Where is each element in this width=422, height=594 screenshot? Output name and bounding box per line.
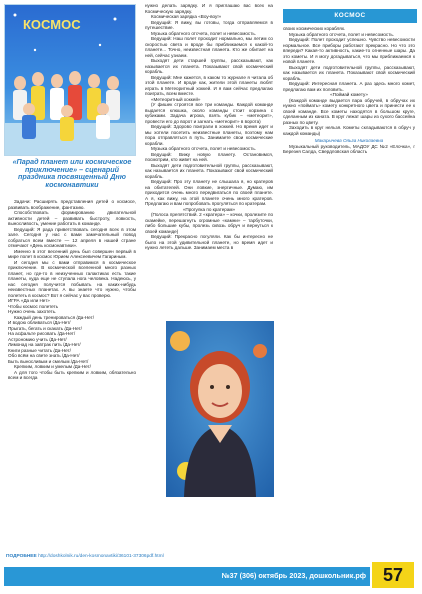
paragraph: Выходят дети подготовительной группы, рассказывают, как называется их планета. Показывают свой космический корабль. (145, 162, 273, 179)
paragraph: Лимонад на завтрак пить /Да-Нет/ (8, 342, 81, 347)
author-portrait-photo (166, 321, 274, 497)
paragraph: И водою обливаться /Да-Нет/ (8, 320, 71, 325)
paragraph: Ведущий: Наш полет проходит нормально, мы летим со скоростью света и вроде бы приближаемся к какой-то планете... Точно, неизвестная планета. Кто же обитает на ней, сейчас узнаем. (145, 36, 273, 58)
column-2 (145, 3, 273, 251)
paragraph: Выходят дети старшей группы, рассказывают, как называется их планета. Показывают свой космический корабль. (145, 58, 273, 74)
paragraph: Задачи: Расширять представления детей о космосе, развивать воображение, фантазию. (8, 199, 136, 210)
paragraph: Книги разные читать /Да-Нет/ (8, 347, 71, 353)
children-costume-photo (4, 4, 136, 156)
paragraph: Ведущий: Вижу новую планету. Остановимся, посмотрим, кто живет на ней. (145, 151, 273, 162)
paragraph: Ведущий: Здорово поиграли в хоккей. Но время идет и мы хотели посетить неизвестные планеты, поэтому нам пора отправляться в путь. Занимаете свои космические корабли. (145, 124, 273, 146)
paragraph: Музыкальный руководитель, МАДОУ ДС №2 «Елочка», г Березня Салда, Свердловская область (283, 143, 415, 154)
paragraph: нужно делать зарядку. И я приглашаю вас всех на Космическую зарядку. (145, 3, 273, 14)
paragraph: А для того чтобы быть крепким и ловким, обязательно всем и всегда (8, 369, 136, 380)
paragraph: Каждый день тренироваться /Да-Нет/ (14, 314, 94, 320)
paragraph: (Полоса препятствий. 2 «кратера» – кочки, пролезите по скамейке, перешагнуть огромные «камни» – тарбуточки, либо большие кубы, пролезь сквозь обруч и вернуться к своей команде) (145, 212, 273, 234)
paragraph: Чтобы космос полететь (8, 303, 59, 309)
paragraph: «Прогулка по кратерам» (182, 206, 236, 212)
paragraph: Выходят дети подготовительной группы, рассказывают, как называется их планета. Показывают свой космический корабль. (283, 64, 415, 81)
paragraph: (Каждой команде выдается пара обручей, в обручах их нужно «поймать» комету конкретного цвета и принести ее к своей команде. Все кометы находятся в большом круге, сделанным из каната. В круг лежат шары из сухого бассейна разных по цвету. (283, 97, 415, 125)
paragraph: Ведущий: Прекрасно погуляли. Как бы интересно не было на этой удивительной планете, но время идет и нужно лететь дальше. Занимаем места в (145, 234, 273, 250)
paragraph: Музыка обратного отсчета, полет и невесомость. (289, 31, 394, 37)
paragraph: Космическая зарядка «Воу-воу!» (151, 14, 222, 19)
paragraph: ИГРА «Да или Нет» (8, 298, 50, 303)
section-banner: КОСМОС (283, 9, 417, 23)
paragraph: Быть выносливым и смелым /Да-Нет/ (8, 358, 89, 364)
paragraph: Макарычева Ольга Николаевна (314, 138, 384, 143)
paragraph: Прыгать, бегать и скакать /Да-Нет/ (8, 325, 82, 331)
footer-label: ПОДРОБНЕЕ (6, 554, 37, 559)
paragraph: Ведущий: Полет проходит успешно. Чувство невесомости нормальное. Все приборы работают прекрасно. Но что это впереди? Какая-то активность, какие-то огненные шары. Да это кометы. И я могу догадываться, что мы приближаемся к новой планете. (283, 37, 415, 64)
paragraph: Ведущий: Про эту планету не слышала я, но кратеров на обитателей. Они ловкие, энергичные. Думаю, им приходится очень много передвигаться по своей планете. А я, как вижу, на этой планете очень много кратеров. Предлагаю и вам попробовать прогуляться по кратерам. (145, 179, 273, 206)
paragraph: Ведущий: Интересная планета. А раз здесь много комет, предлагаю вам их половить. (283, 81, 415, 92)
paragraph: Нужно очень захотеть. (8, 309, 57, 314)
paragraph: своих космических кораблях. (283, 26, 346, 31)
paragraph: Обо всём на свете знать /Да-Нет/ (8, 353, 80, 358)
article-title: «Парад планет или космическое приключение» – сценарий праздника посвященный Дню космонавтики (12, 157, 132, 189)
paragraph: Способствовать формированию двигательной активности детей – развивать быстроту, ловкость, выносливость, умение работать в команде. (8, 210, 136, 226)
paragraph: «Метеоритный хоккей» (151, 96, 201, 102)
paragraph: Ведущий: Я рада приветствовать сегодня всех в этом зале. Сегодня у нас с вами замечательный повод собраться всем вместе — 12 апреля в нашей стране отмечают «День космонавтики». (8, 226, 136, 248)
paragraph: Заходить в круг нельзя. Кометы складываются в обруч у каждой команды) (283, 125, 415, 136)
paragraph: Именно в этот весенний день был совершен первый в мире полет в космос Юрием Алексеевичем Гагариным. (8, 248, 136, 259)
svg-text:КОСМОС: КОСМОС (23, 17, 81, 32)
paragraph: (У фишек строятся все три команды. Каждой команде выдается клюшка, около команды стоит корзина с кубиками. Задача игрока, взять кубик – «метеорит», провести его до ворот и загнать «метеорит» в ворота) (145, 102, 273, 124)
paragraph: И сегодня мы с вами отправимся в космическое приключение. В космической вселенной много разных планет, но где-то в неизученных галактиках есть такие планеты, куда еще не ступала нога человека. Надеюсь, у нас сегодня получится побывать на каких-нибудь неизвестных планетах. А вы знаете что нужно, чтобы полететь в космос? Вот я сейчас у вас проверю. (8, 259, 136, 298)
paragraph: Ведущий: Я вижу, вы готовы, тогда отправляемся в путешествие. (145, 19, 273, 30)
column-3 (283, 26, 415, 155)
paragraph: «Поймай комету» (330, 92, 368, 97)
column-1 (8, 199, 136, 381)
footer-url[interactable]: http://doshkolnik.ru/den-kosmonavtiki/36101-37306pdf.html (38, 554, 164, 559)
paragraph: Музыка обратного отсчета, полет и невесомость. (151, 30, 256, 36)
paragraph: На асфальте рисовать /Да-Нет/ (8, 331, 76, 336)
page-number: 57 (372, 562, 414, 588)
footer-source-link[interactable] (6, 554, 406, 559)
footer-issue-info: №37 (306) октябрь 2023, дошкольник.рф (221, 571, 366, 580)
paragraph: Астрономию учить /Да-Нет/ (8, 336, 67, 342)
paragraph: Крепким, ловким и умелым /Да-Нет/ (14, 364, 91, 369)
paragraph: Ведущий: Мне кажется, в каком то журнале я читала об этой планете. И вроде как, жители этой планеты любят играть в Метеоритный хоккей. И я вам сейчас предлагаю поиграть, всем вместе. (145, 74, 273, 96)
paragraph: Музыка обратного отсчета, полет и невесомость. (151, 146, 256, 151)
